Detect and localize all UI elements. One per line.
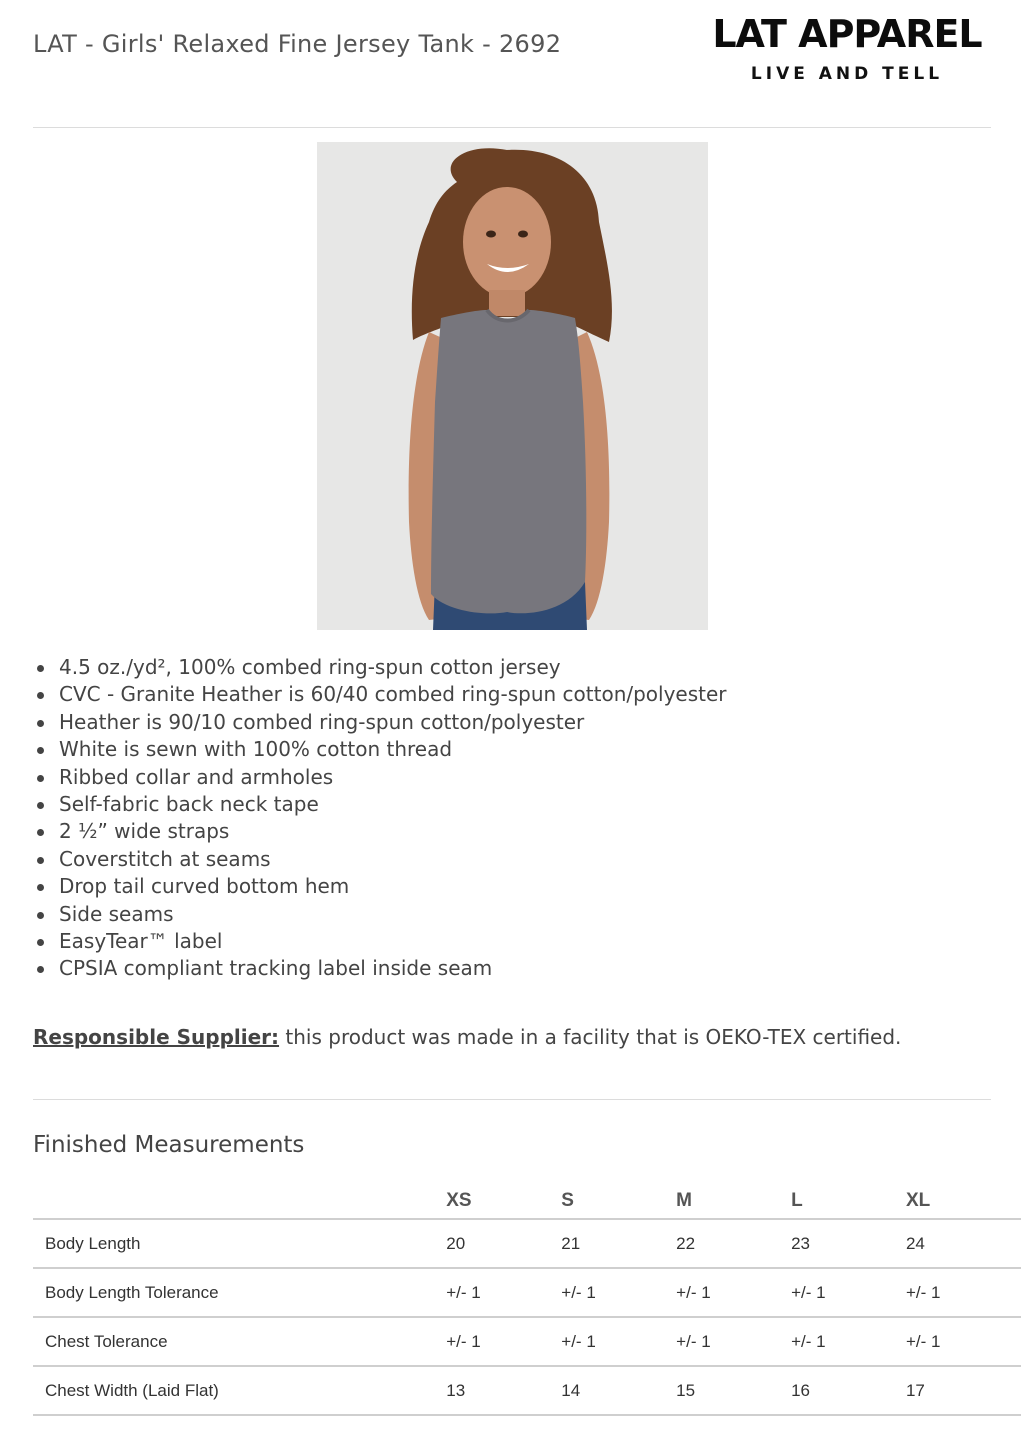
supplier-label: Responsible Supplier: [33,1025,280,1049]
bullet-icon [37,692,44,699]
table-cell: +/- 1 [561,1268,676,1317]
table-cell: 23 [791,1219,906,1268]
bullet-icon [37,829,44,836]
bullet-icon [37,912,44,919]
list-item [33,846,933,873]
list-item [33,709,933,736]
bullet-icon [37,857,44,864]
list-item [33,955,933,982]
bullet-icon [37,884,44,891]
bullet-icon [37,747,44,754]
section-title: Finished Measurements [33,1132,305,1158]
feature-text: Side seams [59,901,174,926]
brand-name: LAT APPAREL [712,12,982,56]
list-item [33,736,933,763]
section-divider [33,1099,991,1100]
bullet-icon [37,966,44,973]
table-cell: 15 [676,1366,791,1415]
bullet-icon [37,720,44,727]
table-cell: 20 [446,1219,561,1268]
table-row [33,1317,1021,1366]
table-row [33,1219,1021,1268]
size-chart-table [33,1184,1021,1416]
column-header-size: L [791,1184,906,1219]
feature-text: Self-fabric back neck tape [59,792,319,817]
feature-text: CPSIA compliant tracking label inside seam [59,956,493,981]
list-item [33,901,933,928]
page-header [0,0,1024,128]
table-header-row [33,1184,1021,1219]
feature-text: White is sewn with 100% cotton thread [59,737,453,762]
row-label: Chest Tolerance [33,1317,446,1366]
table-cell: +/- 1 [446,1268,561,1317]
table-cell: +/- 1 [561,1317,676,1366]
bullet-icon [37,939,44,946]
list-item [33,764,933,791]
list-item [33,791,933,818]
column-header-size: S [561,1184,676,1219]
feature-text: 4.5 oz./yd², 100% combed ring-spun cotton jersey [59,655,561,679]
bullet-icon [37,775,44,782]
brand-logo [700,12,994,92]
column-header-size: XL [906,1184,1021,1219]
table-cell: 21 [561,1219,676,1268]
table-cell: 13 [446,1366,561,1415]
brand-tagline: LIVE AND TELL [750,64,944,84]
column-header-label [33,1184,446,1219]
supplier-text: this product was made in a facility that is OEKO-TEX certified. [279,1025,902,1049]
list-item [33,654,933,681]
header-divider [33,127,991,128]
row-label: Body Length Tolerance [33,1268,446,1317]
feature-text: CVC - Granite Heather is 60/40 combed ring-spun cotton/polyester [59,682,727,707]
table-cell: +/- 1 [791,1317,906,1366]
table-cell: 14 [561,1366,676,1415]
table-cell: +/- 1 [676,1317,791,1366]
feature-text: 2 ½” wide straps [59,819,230,844]
table-cell: 24 [906,1219,1021,1268]
table-cell: 22 [676,1219,791,1268]
table-cell: +/- 1 [791,1268,906,1317]
column-header-size: M [676,1184,791,1219]
list-item [33,928,933,955]
list-item [33,873,933,900]
feature-text: Drop tail curved bottom hem [59,874,350,899]
table-cell: 17 [906,1366,1021,1415]
list-item [33,818,933,845]
feature-text: Coverstitch at seams [59,846,271,871]
feature-text: EasyTear™ label [59,929,223,954]
table-cell: +/- 1 [676,1268,791,1317]
list-item [33,681,933,708]
feature-text: Heather is 90/10 combed ring-spun cotton/polyester [59,709,585,734]
table-cell: +/- 1 [446,1317,561,1366]
feature-list [33,654,933,983]
table-row [33,1268,1021,1317]
page-title: LAT - Girls' Relaxed Fine Jersey Tank - 2692 [33,30,562,58]
table-cell: +/- 1 [906,1268,1021,1317]
row-label: Chest Width (Laid Flat) [33,1366,446,1415]
column-header-size: XS [446,1184,561,1219]
bullet-icon [37,802,44,809]
feature-text: Ribbed collar and armholes [59,764,334,789]
table-cell: 16 [791,1366,906,1415]
row-label: Body Length [33,1219,446,1268]
product-photo [317,142,708,630]
bullet-icon [37,665,44,672]
table-cell: +/- 1 [906,1317,1021,1366]
supplier-note [33,1025,993,1049]
table-row [33,1366,1021,1415]
